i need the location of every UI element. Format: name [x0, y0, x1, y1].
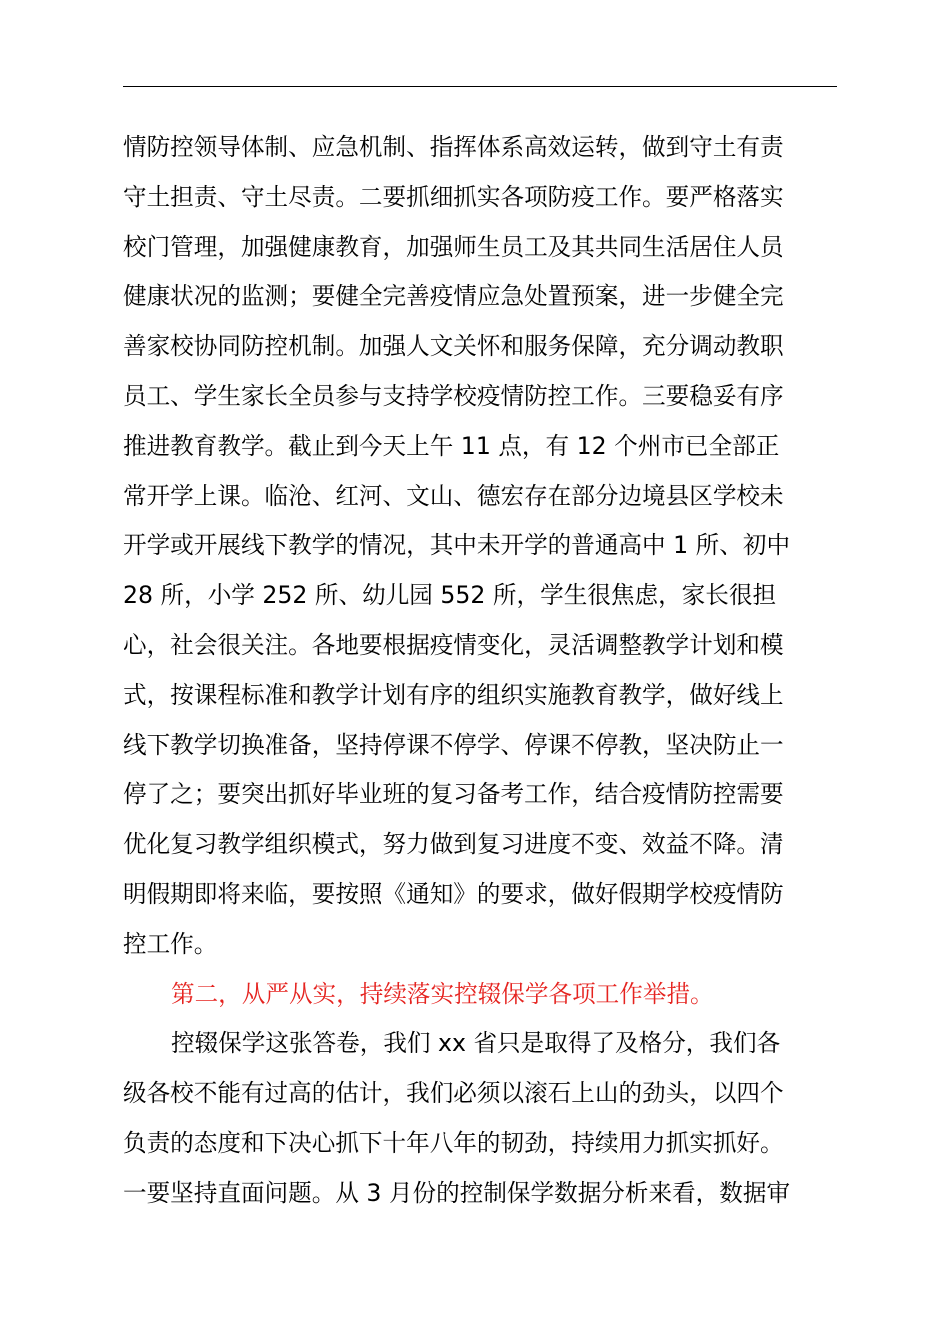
body-line: 善家校协同防控机制。加强人文关怀和服务保障，充分调动教职 — [123, 332, 784, 361]
body-line: 明假期即将来临，要按照《通知》的要求，做好假期学校疫情防 — [123, 879, 784, 908]
body-line: 式，按课程标准和教学计划有序的组织实施教育教学，做好线上 — [123, 680, 784, 709]
header-rule — [123, 86, 837, 87]
section-line: 一要坚持直面问题。从 3 月份的控制保学数据分析来看，数据审 — [123, 1178, 791, 1207]
body-line: 守土担责、守土尽责。二要抓细抓实各项防疫工作。要严格落实 — [123, 182, 784, 211]
section-line: 级各校不能有过高的估计，我们必须以滚石上山的劲头，以四个 — [123, 1079, 784, 1108]
body-line: 开学或开展线下教学的情况，其中未开学的普通高中 1 所、初中 — [123, 531, 791, 560]
body-line: 控工作。 — [123, 929, 218, 958]
body-line: 校门管理，加强健康教育，加强师生员工及其共同生活居住人员 — [123, 232, 784, 261]
body-line: 28 所，小学 252 所、幼儿园 552 所，学生很焦虑，家长很担 — [123, 581, 777, 610]
document-body — [123, 123, 843, 1219]
section-heading: 第二，从严从实，持续落实控辍保学各项工作举措。 — [171, 979, 714, 1008]
section-line: 负责的态度和下决心抓下十年八年的韧劲，持续用力抓实抓好。 — [123, 1128, 784, 1157]
body-line: 线下教学切换准备，坚持停课不停学、停课不停教，坚决防止一 — [123, 730, 784, 759]
body-line: 心，社会很关注。各地要根据疫情变化，灵活调整教学计划和模 — [123, 630, 784, 659]
body-line: 优化复习教学组织模式，努力做到复习进度不变、效益不降。清 — [123, 830, 784, 859]
section-line: 控辍保学这张答卷，我们 xx 省只是取得了及格分，我们各 — [171, 1029, 781, 1058]
body-line: 常开学上课。临沧、红河、文山、德宏存在部分边境县区学校未 — [123, 481, 784, 510]
body-line: 停了之；要突出抓好毕业班的复习备考工作，结合疫情防控需要 — [123, 780, 784, 809]
body-line: 推进教育教学。截止到今天上午 11 点，有 12 个州市已全部正 — [123, 431, 780, 460]
body-line: 员工、学生家长全员参与支持学校疫情防控工作。三要稳妥有序 — [123, 381, 784, 410]
body-line: 情防控领导体制、应急机制、指挥体系高效运转，做到守土有责 — [123, 133, 784, 161]
body-line: 健康状况的监测；要健全完善疫情应急处置预案，进一步健全完 — [123, 282, 784, 311]
